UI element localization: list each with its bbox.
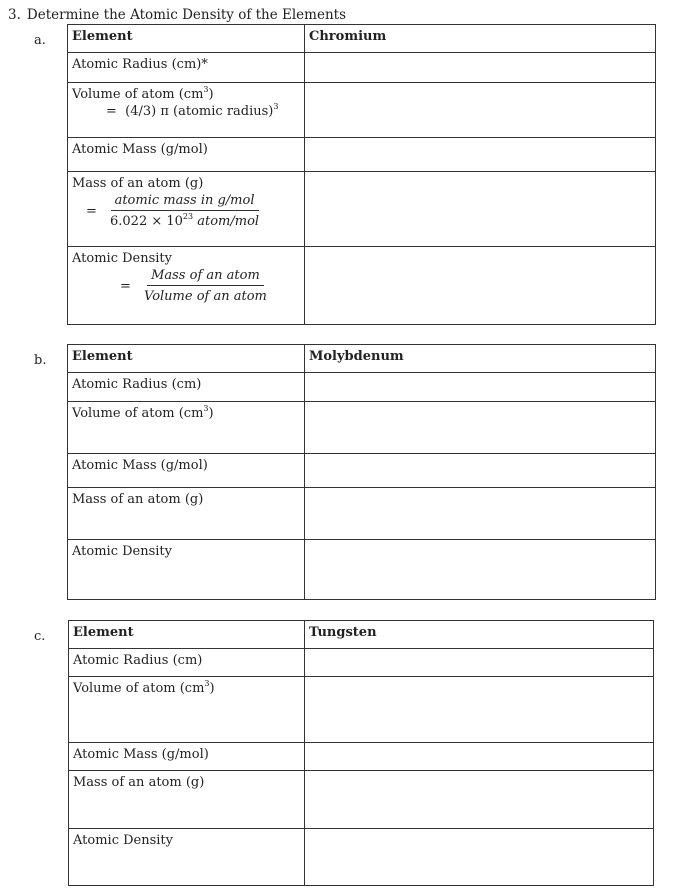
mass-fraction-denominator: $6.022 \times 10^{23}$ atom/mol <box>110 212 260 229</box>
atomic-mass-label: Atomic Mass (g/mol) <box>68 454 305 488</box>
mass-atom-answer[interactable] <box>305 771 654 829</box>
element-name: Molybdenum <box>305 345 656 373</box>
mass-atom-cell <box>68 172 305 247</box>
density-label: Atomic Density <box>69 829 305 886</box>
table-row <box>68 345 656 373</box>
table-row <box>68 454 656 488</box>
atomic-radius-label: Atomic Radius (cm) <box>68 373 305 402</box>
atomic-mass-answer[interactable] <box>305 138 656 172</box>
section-c-letter: c. <box>34 629 46 644</box>
table-row <box>68 540 656 600</box>
table-row <box>68 488 656 540</box>
table-row <box>68 247 656 325</box>
table-tungsten <box>68 620 654 886</box>
mass-atom-answer[interactable] <box>305 488 656 540</box>
atomic-radius-answer[interactable] <box>305 373 656 402</box>
mass-atom-answer[interactable] <box>305 172 656 247</box>
volume-answer[interactable] <box>305 402 656 454</box>
table-row <box>69 829 654 886</box>
atomic-radius-label: Atomic Radius (cm) <box>69 649 305 677</box>
element-header-label: Element <box>68 345 305 373</box>
table-row <box>69 677 654 743</box>
volume-label: Volume of atom $(cm^3)$ <box>68 402 305 454</box>
question-text: Determine the Atomic Density of the Elements <box>26 7 347 23</box>
section-a-letter: a. <box>34 33 46 48</box>
density-fraction-denominator: Volume of an atom <box>144 289 267 304</box>
atomic-mass-label: Atomic Mass (g/mol) <box>69 743 305 771</box>
table-row <box>69 621 654 649</box>
atomic-mass-answer[interactable] <box>305 743 654 771</box>
density-label: Atomic Density <box>72 251 172 266</box>
atomic-radius-label: Atomic Radius (cm)* <box>68 53 305 83</box>
atomic-radius-answer[interactable] <box>305 649 654 677</box>
atomic-radius-answer[interactable] <box>305 53 656 83</box>
density-formula: = $\frac{\text{Mass of an atom}}{\text{Volume of an atom}}$ <box>72 267 300 305</box>
density-fraction-numerator: Mass of an atom <box>147 267 264 286</box>
element-name: Chromium <box>305 25 656 53</box>
mass-atom-label: Mass of an atom (g) <box>68 488 305 540</box>
table-row <box>68 138 656 172</box>
table-row <box>68 373 656 402</box>
table-chromium <box>67 24 656 325</box>
density-answer[interactable] <box>305 247 656 325</box>
table-row <box>69 771 654 829</box>
element-header-label: Element <box>69 621 305 649</box>
table-row <box>68 25 656 53</box>
question-number: 3. <box>8 7 21 23</box>
table-molybdenum <box>67 344 656 600</box>
mass-atom-formula: = $\frac{\text{atomic mass in g/mol}}{6.022 \times 10^{23} atom/mol}$ <box>72 192 300 230</box>
density-answer[interactable] <box>305 829 654 886</box>
table-row <box>68 172 656 247</box>
element-header-label: Element <box>68 25 305 53</box>
atomic-mass-label: Atomic Mass (g/mol) <box>68 138 305 172</box>
table-row <box>68 53 656 83</box>
element-name: Tungsten <box>305 621 654 649</box>
volume-cell <box>68 83 305 138</box>
volume-label: Volume of atom $(cm^3)$ <box>69 677 305 743</box>
mass-atom-label: Mass of an atom (g) <box>69 771 305 829</box>
mass-fraction-numerator: atomic mass in g/mol <box>111 192 259 211</box>
question-heading <box>8 7 346 23</box>
section-b-letter: b. <box>34 353 47 368</box>
mass-atom-label: Mass of an atom (g) <box>72 176 204 191</box>
density-cell <box>68 247 305 325</box>
table-row <box>69 743 654 771</box>
table-row <box>68 402 656 454</box>
atomic-mass-answer[interactable] <box>305 454 656 488</box>
table-row <box>69 649 654 677</box>
volume-answer[interactable] <box>305 677 654 743</box>
volume-answer[interactable] <box>305 83 656 138</box>
table-row <box>68 83 656 138</box>
density-answer[interactable] <box>305 540 656 600</box>
density-label: Atomic Density <box>68 540 305 600</box>
volume-label: Volume of atom $(cm^3)$ <box>72 85 214 102</box>
volume-formula: = (4/3) π (atomic radius)$^3$ <box>106 102 279 119</box>
